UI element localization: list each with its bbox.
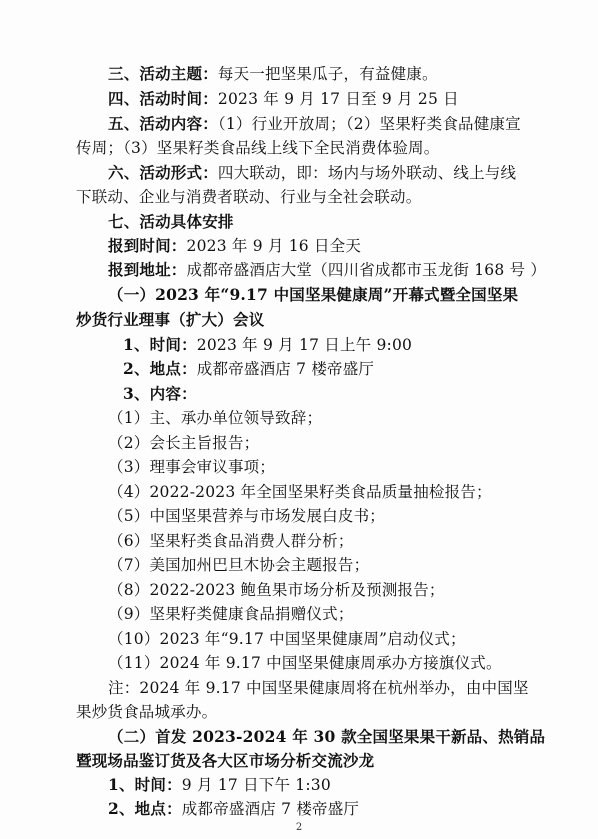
section-label: 三、活动主题：: [108, 64, 218, 83]
agenda-item-text: （6）坚果籽类食品消费人群分析；: [108, 532, 354, 550]
agenda-item-text: （1）主、承办单位领导致辞；: [108, 409, 323, 427]
agenda-item: [108, 482, 492, 502]
section-three-theme: [108, 64, 438, 84]
section-label: 六、活动形式：: [108, 163, 218, 182]
section-text: 四大联动，即：场内与场外联动、线上与线: [217, 164, 517, 182]
section-six-form: [108, 163, 516, 183]
section-label: 五、活动内容：: [108, 114, 218, 133]
agenda-item: [108, 457, 275, 477]
section-text: 每天一把坚果瓜子，有益健康。: [217, 65, 438, 83]
agenda-item-text: （5）中国坚果营养与市场发展白皮书；: [108, 507, 385, 525]
agenda-item: [108, 506, 385, 526]
agenda-item-text: （8）2022-2023 鲍鱼果市场分析及预测报告；: [108, 581, 445, 599]
item-label: 3、内容：: [123, 384, 197, 403]
agenda-item-text: （10）2023 年“9.17 中国坚果健康周”启动仪式；: [108, 630, 466, 648]
section-text: （1）行业开放周；（2）坚果籽类食品健康宣: [217, 115, 521, 133]
checkin-time-label: 报到时间：: [108, 236, 187, 255]
subsection-two-time: [108, 775, 331, 795]
agenda-item: [108, 433, 259, 453]
section-label: 四、活动时间：: [108, 89, 218, 108]
agenda-item: [108, 531, 354, 551]
item-label: 1、时间：: [123, 335, 197, 354]
item-text: 9 月 17 日下午 1:30: [181, 776, 331, 794]
subsection-title: 炒货行业理事（扩大）会议: [76, 310, 265, 329]
agenda-item: [108, 580, 445, 600]
subsection-title: 暨现场品鉴订货及各大区市场分析交流沙龙: [76, 751, 375, 770]
agenda-item-text: （7）美国加州巴旦木协会主题报告；: [108, 556, 370, 574]
agenda-item: [108, 408, 322, 428]
checkin-time-text: 2023 年 9 月 16 日全天: [186, 237, 362, 255]
section-text: 传周；（3）坚果籽类食品线上线下全民消费体验周。: [76, 139, 440, 157]
subsection-one-heading: [108, 285, 518, 305]
section-four-time: [108, 89, 459, 109]
agenda-item-text: （3）理事会审议事项；: [108, 458, 276, 476]
agenda-item: [108, 555, 369, 575]
section-label: 七、活动具体安排: [108, 212, 234, 231]
section-five-content-cont: [76, 138, 439, 158]
subsection-two-place: [108, 799, 359, 819]
subsection-one-heading-cont: [76, 310, 264, 330]
section-seven-heading: [108, 212, 234, 232]
subsection-two-heading-cont: [76, 751, 374, 771]
agenda-item-text: （11）2024 年 9.17 中国坚果健康周承办方接旗仪式。: [108, 654, 502, 672]
agenda-item: [108, 653, 502, 673]
item-text: 成都帝盛酒店 7 楼帝盛厅: [181, 800, 360, 818]
page-number: 2: [295, 822, 303, 833]
checkin-address-label: 报到地址：: [108, 260, 187, 279]
subsection-title: （一）2023 年“9.17 中国坚果健康周”开幕式暨全国坚果: [108, 285, 519, 304]
subsection-one-time: [123, 335, 412, 355]
subsection-two-heading: [108, 727, 545, 747]
note-line-cont: [76, 702, 217, 722]
subsection-one-content-label: [123, 384, 197, 404]
item-label: 1、时间：: [108, 775, 182, 794]
checkin-address-text: 成都帝盛酒店大堂（四川省成都市玉龙街 168 号 ）: [186, 261, 547, 279]
note-text: 果炒货食品城承办。: [76, 703, 218, 721]
agenda-item: [108, 629, 466, 649]
agenda-item-text: （9）坚果籽类健康食品捐赠仪式；: [108, 605, 354, 623]
item-label: 2、地点：: [108, 799, 182, 818]
section-five-content: [108, 114, 521, 134]
checkin-time: [108, 236, 361, 256]
item-text: 成都帝盛酒店 7 楼帝盛厅: [196, 360, 375, 378]
item-label: 2、地点：: [123, 359, 197, 378]
note-line: [108, 678, 529, 698]
section-text: 下联动、企业与消费者联动、行业与全社会联动。: [76, 188, 422, 206]
item-text: 2023 年 9 月 17 日上午 9:00: [196, 336, 413, 354]
checkin-address: [108, 260, 546, 280]
agenda-item-text: （4）2022-2023 年全国坚果籽类食品质量抽检报告；: [108, 483, 492, 501]
section-six-form-cont: [76, 187, 421, 207]
agenda-item: [108, 604, 354, 624]
section-text: 2023 年 9 月 17 日至 9 月 25 日: [217, 90, 459, 108]
note-text: 注：2024 年 9.17 中国坚果健康周将在杭州举办，由中国坚: [108, 679, 529, 697]
subsection-one-place: [123, 359, 374, 379]
subsection-title: （二）首发 2023-2024 年 30 款全国坚果果干新品、热销品: [108, 727, 546, 746]
agenda-item-text: （2）会长主旨报告；: [108, 434, 260, 452]
